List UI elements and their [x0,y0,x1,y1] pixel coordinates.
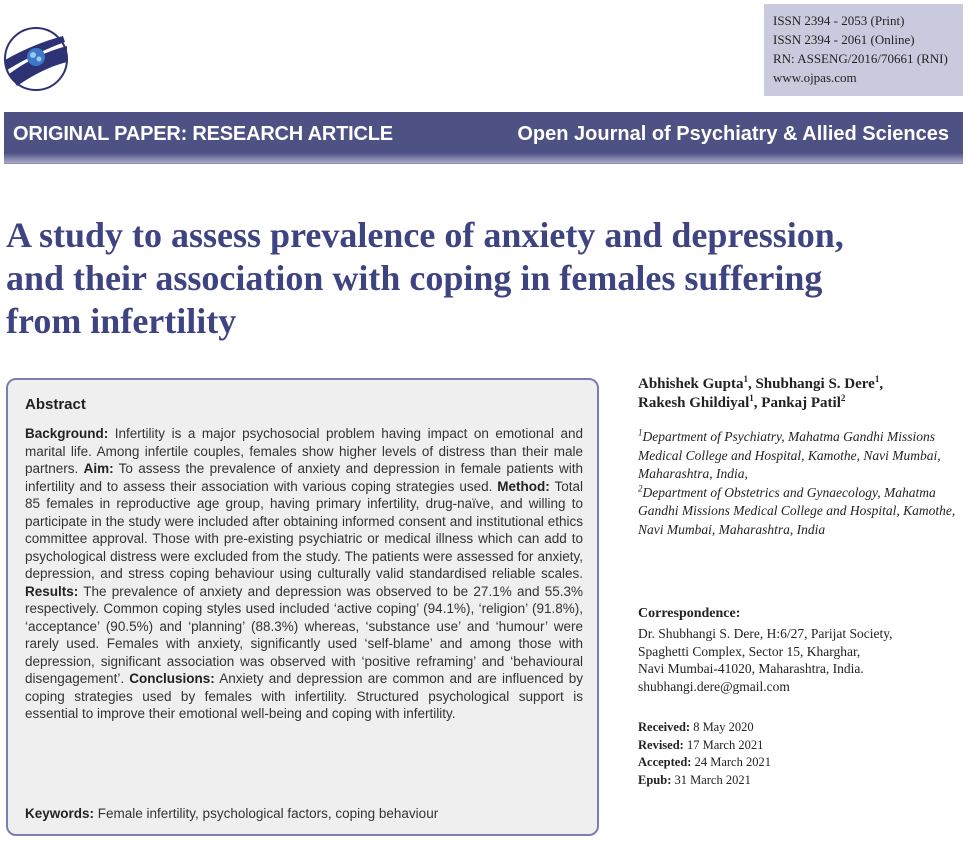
correspondence-heading: Correspondence: [638,606,741,621]
date-revised: Revised: 17 March 2021 [638,737,764,752]
conclusions-label: Conclusions: [129,671,215,686]
affiliation-item: $^1$Department of Psychiatry, Mahatma Gandhi Missions Medical College and Hospital, Kamothe, Navi Mumbai, Maharashtra, India, [638,427,941,481]
issn-print: ISSN 2394 - 2053 (Print) [773,13,905,28]
author-name: Abhishek Gupta [638,376,744,392]
method-text: Total 85 females in reproductive age group, having primary infertility, drug-naïve, and willing to participate in the study were included after obtaining informed consent and institutional ethics committee approval. Those with pre-existing psychiatric or medical illness which can add to psychological distress were excluded from the study. The patients were assessed for anxiety, depression, and stress coping behaviour using culturally valid standardised reliable scales. [25,478,583,581]
affiliation-item: $^2$Department of Obstetrics and Gynaecology, Mahatma Gandhi Missions Medical College and Hospital, Kamothe, Navi Mumbai, Maharashtra, India [638,483,956,537]
method-label: Method: [497,478,550,494]
author-name: Shubhangi S. Dere [755,376,875,392]
date-received: Received: 8 May 2020 [638,720,754,734]
journal-website: www.ojpas.com [773,70,857,85]
issn-online: ISSN 2394 - 2061 (Online) [773,32,915,47]
rni-number: RN: ASSENG/2016/70661 (RNI) [773,51,948,66]
title-line: from infertility [6,301,237,341]
background-text: Infertility is a major psychosocial problem having impact on emotional and marital life. Among infertile couples, females show higher levels of distress than their male partners. [25,426,583,476]
author-name: Pankaj Patil [761,395,841,411]
background-label: Background: [25,426,109,441]
author-list: Abhishek Gupta$^1$, Shubhangi S. Dere$^1$, Rakesh Ghildiyal$^1$, Pankaj Patil$^2$ [638,374,884,411]
author-sup: 1 [874,374,880,384]
keywords-text: Female infertility, psychological factors, coping behaviour [94,806,439,821]
article-title [6,214,961,343]
correspondence-email[interactable]: shubhangi.dere@gmail.com [638,678,790,694]
title-line: A study to assess prevalence of anxiety and depression, [6,215,844,255]
results-label: Results: [25,583,79,599]
correspondence-line: Navi Mumbai-41020, Maharashtra, India. [638,661,864,676]
correspondence-line: Spaghetti Complex, Sector 15, Kharghar, [638,643,861,659]
date-epub: Epub: 31 March 2021 [638,772,751,787]
affiliations [638,428,966,539]
aim-text: To assess the prevalence of anxiety and depression in female patients with infertility and to assess their association with various coping strategies used. [25,461,583,494]
title-line: and their association with coping in females suffering [6,258,823,298]
conclusions-text: Anxiety and depression are common and are influenced by coping strategies used by females with infertility. Structured psychological support is essential to improve their emotional well-being and coping with infertility. [25,671,583,721]
abstract-body [25,425,583,723]
author-sup: 2 [840,393,846,403]
journal-banner [4,112,963,164]
abstract-panel [6,378,599,836]
date-accepted: Accepted: 24 March 2021 [638,755,771,769]
author-sup: 1 [749,393,754,403]
keywords-label: Keywords: [25,806,95,821]
author-sup: 1 [743,374,748,384]
article-type: ORIGINAL PAPER: RESEARCH ARTICLE [13,123,393,145]
author-name: Rakesh Ghildiyal [638,395,750,411]
abstract-heading: Abstract [25,396,86,413]
issn-info-box [764,4,963,96]
article-dates [638,719,966,789]
journal-name: Open Journal of Psychiatry & Allied Sciences [517,123,949,145]
correspondence-address [638,625,966,695]
aim-label: Aim: [83,461,114,476]
keywords [25,806,438,821]
results-text: The prevalence of anxiety and depression was observed to be 27.1% and 55.3% respectively. Common coping styles used included ‘active coping’ (94.1%), ‘religion’ (91.8%), ‘acceptance’ (90.5%) and ‘planning’ (88.3%) whereas, ‘substance use’ and ‘humour’ were rarely used. Females with anxiety, significantly used ‘self-blame’ and among those with depression, significant association was observed with ‘positive reframing’ and ‘behavioural disengagement’. [25,583,583,686]
journal-logo-icon [3,26,69,92]
correspondence-line: Dr. Shubhangi S. Dere, H:6/27, Parijat Society, [638,626,893,641]
